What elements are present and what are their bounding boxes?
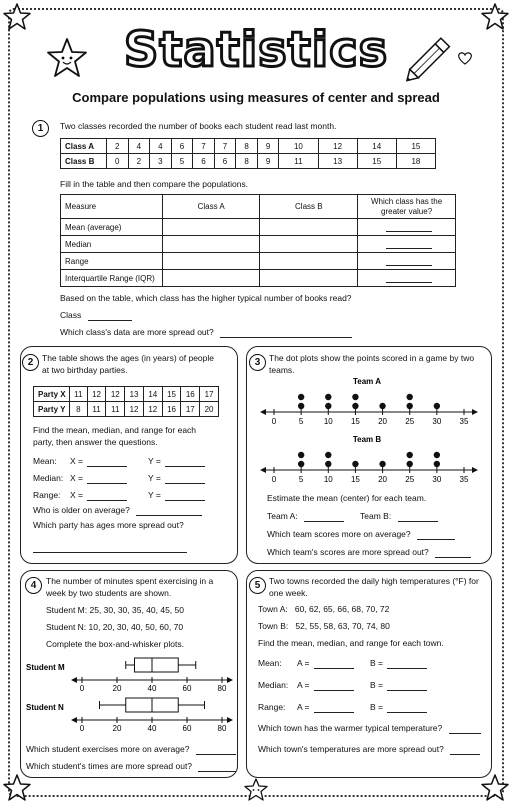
tick-label: 35 xyxy=(459,475,469,484)
stat-a-blank[interactable] xyxy=(314,659,354,669)
data-cell: 3 xyxy=(150,154,172,169)
q5-number-badge xyxy=(249,575,266,594)
data-cell: 6 xyxy=(171,139,193,154)
q1-measure-table xyxy=(60,194,456,287)
stat-name xyxy=(258,657,282,669)
q3-prompt: The dot plots show the points scored in a game by two teams. xyxy=(269,353,475,375)
q5-question1: Which town has the warmer typical temperature? xyxy=(258,723,443,733)
data-cell: 5 xyxy=(171,154,193,169)
data-point xyxy=(325,461,331,467)
q1-number: 1 xyxy=(32,120,49,137)
tick-label: 20 xyxy=(378,417,388,426)
q5-town-b-data: Town B: 52, 55, 58, 63, 70, 74, 80 xyxy=(258,621,390,631)
data-cell: 7 xyxy=(193,139,215,154)
star-icon xyxy=(236,777,276,803)
data-point xyxy=(352,394,358,400)
page-subtitle: Compare populations using measures of center and spread xyxy=(72,90,440,105)
stat-y-label: Y = xyxy=(148,456,161,466)
stat-b-label: B = xyxy=(370,680,383,690)
data-row xyxy=(61,154,436,169)
q4-number-badge xyxy=(25,575,42,594)
stat-a xyxy=(297,679,354,691)
header-class-a: Class A xyxy=(162,195,260,219)
class-b-answer-cell[interactable] xyxy=(260,236,358,253)
star-icon xyxy=(480,773,510,803)
data-cell: 8 xyxy=(236,139,258,154)
q5-prompt: Two towns recorded the daily high temperatures (°F) for one week. xyxy=(269,576,479,598)
stat-name xyxy=(33,489,60,501)
tick-label: 10 xyxy=(323,475,333,484)
stat-x-blank[interactable] xyxy=(87,491,127,501)
data-point xyxy=(352,461,358,467)
q1-number-badge xyxy=(32,118,49,137)
data-cell: 6 xyxy=(214,154,236,169)
measure-row xyxy=(61,270,456,287)
tick-label: 60 xyxy=(182,684,192,693)
data-cell: 16 xyxy=(181,387,200,402)
tick-label: 30 xyxy=(432,475,442,484)
data-cell: 4 xyxy=(128,139,150,154)
tick-label: 35 xyxy=(459,417,469,426)
stat-a-label: A = xyxy=(297,680,310,690)
box-plot-label: Student M xyxy=(26,663,65,672)
arrow-left-icon xyxy=(71,677,77,683)
stat-name xyxy=(33,455,57,467)
tick-label: 30 xyxy=(432,417,442,426)
stat-b-label: B = xyxy=(370,702,383,712)
stat-name xyxy=(258,701,285,713)
star-icon xyxy=(2,773,32,803)
data-cell: 12 xyxy=(143,402,162,417)
tick-label: 10 xyxy=(323,417,333,426)
q2-question1-blank[interactable] xyxy=(136,515,202,516)
q2-number: 2 xyxy=(22,354,39,371)
stat-y xyxy=(148,489,205,501)
q3-estimate-prompt: Estimate the mean (center) for each team. xyxy=(267,493,427,503)
data-cell: 0 xyxy=(107,154,129,169)
greater-answer-blank[interactable] xyxy=(386,273,432,283)
greater-answer-cell[interactable] xyxy=(358,253,456,270)
stat-b xyxy=(370,657,427,669)
stat-x-blank[interactable] xyxy=(87,457,127,467)
tick-label: 0 xyxy=(271,475,277,484)
q2-prompt: The table shows the ages (in years) of people at two birthday parties. xyxy=(42,353,214,375)
q5-question2: Which town's temperatures are more spread out? xyxy=(258,744,444,754)
data-cell: 16 xyxy=(162,402,181,417)
stat-x-label: X = xyxy=(70,473,83,483)
data-cell: 7 xyxy=(214,139,236,154)
data-cell: 9 xyxy=(257,139,279,154)
q2-instruction: Find the mean, median, and range for each party, then answer the questions. xyxy=(33,425,197,447)
stat-y-label: Y = xyxy=(148,473,161,483)
data-point xyxy=(325,452,331,458)
tick-label: 15 xyxy=(350,475,360,484)
data-point xyxy=(379,403,385,409)
q1-answer-blank[interactable] xyxy=(88,320,132,321)
data-cell: 13 xyxy=(125,387,144,402)
tick-label: 20 xyxy=(378,475,388,484)
data-cell: 12 xyxy=(125,402,144,417)
arrow-left-icon xyxy=(260,409,266,415)
data-cell: 14 xyxy=(357,139,396,154)
data-cell: 12 xyxy=(87,387,106,402)
measure-label: Median xyxy=(61,236,163,253)
data-cell: 15 xyxy=(396,139,435,154)
q3-team-b-line xyxy=(360,510,438,522)
stat-name-label: Mean: xyxy=(258,658,282,668)
box-plot-label: Student N xyxy=(26,703,64,712)
class-a-answer-cell[interactable] xyxy=(162,253,260,270)
q4-question2-blank[interactable] xyxy=(198,771,236,772)
stat-name xyxy=(33,472,63,484)
data-point xyxy=(352,403,358,409)
q1-fill-prompt: Fill in the table and then compare the populations. xyxy=(60,179,249,189)
q5-question2-blank[interactable] xyxy=(450,754,480,755)
arrow-left-icon xyxy=(260,467,266,473)
stat-name-label: Median: xyxy=(258,680,289,690)
q3-team-a-line xyxy=(267,510,344,522)
q4-student-n-data: Student N: 10, 20, 30, 40, 50, 60, 70 xyxy=(46,622,184,632)
data-cell: 11 xyxy=(70,387,88,402)
tick-label: 20 xyxy=(112,684,122,693)
q2-question1-line xyxy=(33,504,202,516)
stat-a xyxy=(297,701,354,713)
greater-answer-blank[interactable] xyxy=(386,256,432,266)
measure-row xyxy=(61,219,456,236)
q1-prompt: Two classes recorded the number of books each student read last month. xyxy=(60,121,337,131)
stat-name-label: Range: xyxy=(33,490,61,500)
page-title: Statistics xyxy=(123,22,389,78)
pencil-icon xyxy=(400,28,462,88)
header-greater: Which class has the greater value? xyxy=(358,195,456,219)
tick-label: 40 xyxy=(147,684,157,693)
q5-question2-line xyxy=(258,743,480,755)
stat-b xyxy=(370,701,427,713)
q3-team-b-label: Team B: xyxy=(360,511,392,521)
dot-plot-title: Team B xyxy=(352,435,382,444)
q1-answer-label: Class xyxy=(60,310,82,320)
data-cell: 20 xyxy=(200,402,219,417)
q1-answer-line xyxy=(60,309,132,321)
q2-data-table xyxy=(33,386,219,417)
data-point xyxy=(298,452,304,458)
stat-x xyxy=(70,455,127,467)
row-label: Party X xyxy=(34,387,70,402)
stat-a-label: A = xyxy=(297,702,310,712)
q4-instruction: Complete the box-and-whisker plots. xyxy=(46,639,184,649)
q3-question1-blank[interactable] xyxy=(417,539,455,540)
stat-y-blank[interactable] xyxy=(165,491,205,501)
data-cell: 14 xyxy=(143,387,162,402)
data-cell: 15 xyxy=(162,387,181,402)
data-point xyxy=(434,461,440,467)
class-a-answer-cell[interactable] xyxy=(162,219,260,236)
q3-team-a-label: Team A: xyxy=(267,511,298,521)
q3-question2: Which team's scores are more spread out? xyxy=(267,547,429,557)
data-cell: 11 xyxy=(279,154,318,169)
data-row xyxy=(34,402,219,417)
q1-question2-blank[interactable] xyxy=(220,337,352,338)
q2-question2-blank[interactable] xyxy=(33,543,187,553)
measure-label: Interquartile Range (IQR) xyxy=(61,270,163,287)
greater-answer-blank[interactable] xyxy=(386,222,432,232)
stat-x-label: X = xyxy=(70,456,83,466)
data-cell: 13 xyxy=(318,154,357,169)
data-point xyxy=(298,394,304,400)
stat-a-blank[interactable] xyxy=(314,681,354,691)
q4-question2: Which student's times are more spread out? xyxy=(26,761,193,771)
q3-team-a-blank[interactable] xyxy=(304,521,344,522)
header-class-b: Class B xyxy=(260,195,358,219)
stat-b-blank[interactable] xyxy=(387,703,427,713)
q3-question2-line xyxy=(267,546,471,558)
stat-b xyxy=(370,679,427,691)
q5-question1-line xyxy=(258,722,481,734)
stat-a-label: A = xyxy=(297,658,310,668)
data-point xyxy=(298,461,304,467)
stat-b-label: B = xyxy=(370,658,383,668)
box-plots xyxy=(24,654,236,732)
data-cell: 11 xyxy=(106,402,125,417)
data-point xyxy=(379,461,385,467)
stat-name-label: Median: xyxy=(33,473,64,483)
data-cell: 11 xyxy=(87,402,106,417)
q4-number: 4 xyxy=(25,577,42,594)
data-cell: 2 xyxy=(107,139,129,154)
stat-b-blank[interactable] xyxy=(387,659,427,669)
data-cell: 18 xyxy=(396,154,435,169)
q1-question2: Which class's data are more spread out? xyxy=(60,327,214,337)
class-b-answer-cell[interactable] xyxy=(260,219,358,236)
stat-x xyxy=(70,472,127,484)
q3-number-badge xyxy=(249,352,266,371)
heart-icon xyxy=(456,50,474,66)
q4-question2-line xyxy=(26,760,236,772)
q1-question1: Based on the table, which class has the higher typical number of books read? xyxy=(60,293,352,303)
q5-question1-blank[interactable] xyxy=(449,733,481,734)
tick-label: 0 xyxy=(79,724,85,732)
data-cell: 12 xyxy=(318,139,357,154)
stat-name-label: Range: xyxy=(258,702,286,712)
tick-label: 60 xyxy=(182,724,192,732)
data-point xyxy=(434,452,440,458)
tick-label: 25 xyxy=(405,475,415,484)
data-point xyxy=(325,394,331,400)
tick-label: 5 xyxy=(298,417,304,426)
stat-y-blank[interactable] xyxy=(165,457,205,467)
stat-a-blank[interactable] xyxy=(314,703,354,713)
class-b-answer-cell[interactable] xyxy=(260,270,358,287)
stat-a xyxy=(297,657,354,669)
tick-label: 15 xyxy=(350,417,360,426)
q3-number: 3 xyxy=(249,354,266,371)
q4-question1: Which student exercises more on average? xyxy=(26,744,190,754)
q4-prompt: The number of minutes spent exercising in a week by two students are shown. xyxy=(46,576,214,598)
arrow-right-icon xyxy=(472,409,478,415)
q2-question1: Who is older on average? xyxy=(33,505,130,515)
tick-label: 40 xyxy=(147,724,157,732)
measure-row xyxy=(61,253,456,270)
tick-label: 0 xyxy=(79,684,85,693)
q4-question1-blank[interactable] xyxy=(196,754,236,755)
dot-plots xyxy=(258,374,484,490)
data-cell: 15 xyxy=(357,154,396,169)
data-cell: 17 xyxy=(181,402,200,417)
stat-y-blank[interactable] xyxy=(165,474,205,484)
q4-student-m-data: Student M: 25, 30, 30, 35, 40, 45, 50 xyxy=(46,605,184,615)
box xyxy=(135,658,179,672)
data-cell: 17 xyxy=(200,387,219,402)
data-cell: 12 xyxy=(106,387,125,402)
class-a-answer-cell[interactable] xyxy=(162,236,260,253)
stat-name xyxy=(258,679,288,691)
arrow-right-icon xyxy=(227,677,233,683)
measure-label: Mean (average) xyxy=(61,219,163,236)
data-point xyxy=(407,461,413,467)
data-row xyxy=(34,387,219,402)
q3-question2-blank[interactable] xyxy=(435,557,471,558)
row-label: Class A xyxy=(61,139,107,154)
greater-answer-cell[interactable] xyxy=(358,219,456,236)
q1-question2-line xyxy=(60,326,352,338)
stat-x-label: X = xyxy=(70,490,83,500)
data-cell: 2 xyxy=(128,154,150,169)
q5-instruction: Find the mean, median, and range for each town. xyxy=(258,638,444,648)
class-b-answer-cell[interactable] xyxy=(260,253,358,270)
arrow-right-icon xyxy=(472,467,478,473)
tick-label: 5 xyxy=(298,475,304,484)
tick-label: 25 xyxy=(405,417,415,426)
measure-label: Range xyxy=(61,253,163,270)
data-point xyxy=(298,403,304,409)
q1-data-table xyxy=(60,138,436,169)
data-point xyxy=(325,403,331,409)
dot-plot-title: Team A xyxy=(352,377,382,386)
q4-question1-line xyxy=(26,743,236,755)
q2-question2: Which party has ages more spread out? xyxy=(33,520,184,530)
measure-row xyxy=(61,236,456,253)
stat-y xyxy=(148,455,205,467)
data-cell: 4 xyxy=(150,139,172,154)
q3-question1: Which team scores more on average? xyxy=(267,529,411,539)
data-point xyxy=(434,403,440,409)
arrow-left-icon xyxy=(71,717,77,723)
stat-x xyxy=(70,489,127,501)
stat-name-label: Mean: xyxy=(33,456,57,466)
data-cell: 10 xyxy=(279,139,318,154)
stat-y-label: Y = xyxy=(148,490,161,500)
stat-x-blank[interactable] xyxy=(87,474,127,484)
greater-answer-cell[interactable] xyxy=(358,236,456,253)
data-cell: 8 xyxy=(70,402,88,417)
stat-b-blank[interactable] xyxy=(387,681,427,691)
data-point xyxy=(407,403,413,409)
greater-answer-blank[interactable] xyxy=(386,239,432,249)
q2-number-badge xyxy=(22,352,39,371)
class-a-answer-cell[interactable] xyxy=(162,270,260,287)
data-row xyxy=(61,139,436,154)
arrow-right-icon xyxy=(227,717,233,723)
tick-label: 80 xyxy=(217,684,227,693)
q5-number: 5 xyxy=(249,577,266,594)
greater-answer-cell[interactable] xyxy=(358,270,456,287)
q3-team-b-blank[interactable] xyxy=(398,521,438,522)
tick-label: 80 xyxy=(217,724,227,732)
data-point xyxy=(407,452,413,458)
row-label: Party Y xyxy=(34,402,70,417)
header-measure: Measure xyxy=(61,195,163,219)
tick-label: 0 xyxy=(271,417,277,426)
data-cell: 9 xyxy=(257,154,279,169)
data-point xyxy=(407,394,413,400)
stat-y xyxy=(148,472,205,484)
q3-question1-line xyxy=(267,528,455,540)
tick-label: 20 xyxy=(112,724,122,732)
row-label: Class B xyxy=(61,154,107,169)
q5-town-a-data: Town A: 60, 62, 65, 66, 68, 70, 72 xyxy=(258,604,390,614)
data-cell: 8 xyxy=(236,154,258,169)
data-cell: 6 xyxy=(193,154,215,169)
